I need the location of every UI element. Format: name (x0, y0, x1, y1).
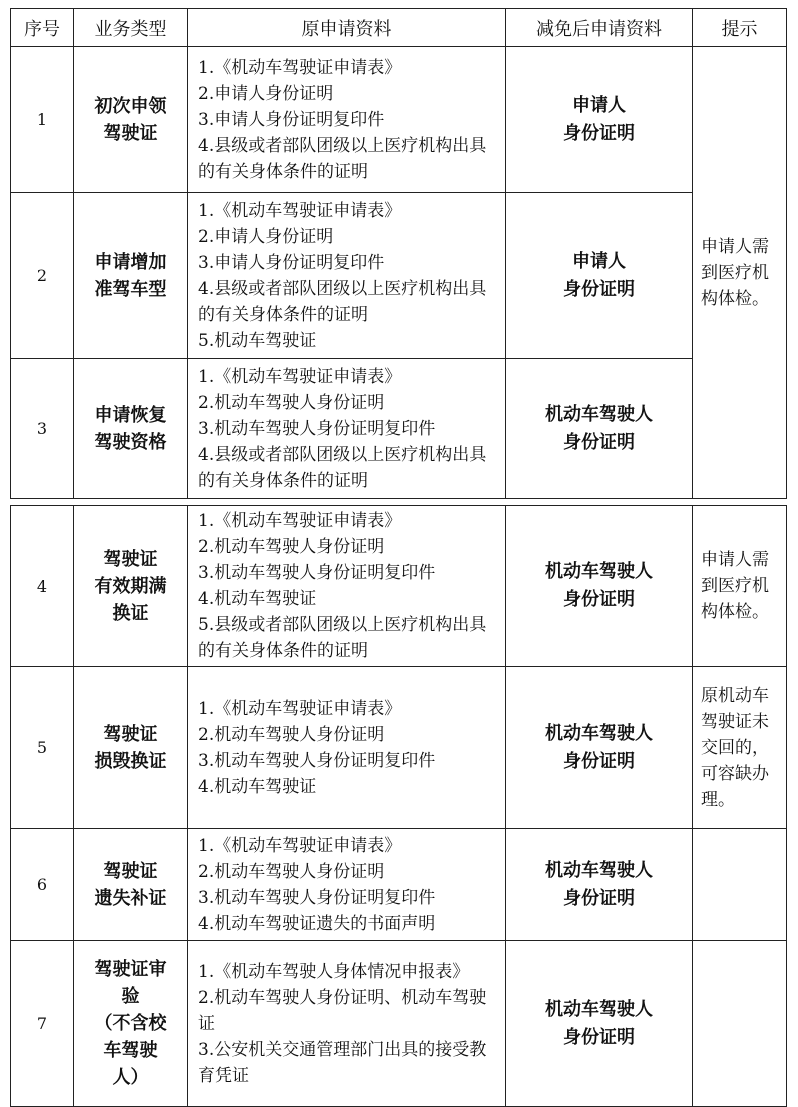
header-type: 业务类型 (74, 9, 188, 47)
original-item: 2.机动车驾驶人身份证明 (198, 724, 385, 745)
type-line: 初次申领 (94, 95, 167, 117)
original-item: 4.机动车驾驶证 (198, 589, 317, 609)
original-item: 2.申请人身份证明 (198, 226, 334, 247)
table-row (11, 941, 787, 1107)
original-item: 4.机动车驾驶证遗失的书面声明 (198, 913, 436, 934)
header-reduced: 减免后申请资料 (506, 9, 693, 47)
original-item: 5.机动车驾驶证 (198, 330, 317, 351)
reduced-line: 机动车驾驶人 (545, 998, 653, 1020)
table-row (11, 359, 787, 499)
original-item: 3.申请人身份证明复印件 (198, 252, 385, 273)
type-line: 驾驶证 (103, 723, 158, 745)
original-item: 3.机动车驾驶人身份证明复印件 (198, 563, 436, 583)
row-tip: 申请人需到医疗机构体检。 (693, 47, 787, 499)
original-item: 2.机动车驾驶人身份证明、机动车驾驶证 (198, 987, 487, 1034)
row-type (74, 47, 188, 193)
type-line: 损毁换证 (94, 750, 167, 772)
original-item: 2.机动车驾驶人身份证明 (198, 861, 385, 882)
row-reduced (506, 47, 693, 193)
reduced-line: 身份证明 (563, 431, 635, 453)
row-original (188, 829, 506, 941)
type-line: 申请增加 (94, 251, 167, 273)
row-seq: 7 (11, 941, 74, 1107)
row-tip: 原机动车驾驶证未交回的，可容缺办理。 (693, 667, 787, 829)
row-original (188, 941, 506, 1107)
reduced-line: 身份证明 (563, 887, 635, 909)
original-item: 1.《机动车驾驶证申请表》 (198, 366, 402, 387)
header-tip: 提示 (693, 9, 787, 47)
original-item: 2.机动车驾驶人身份证明 (198, 537, 385, 557)
reduced-line: 申请人 (572, 250, 626, 272)
original-item: 3.机动车驾驶人身份证明复印件 (198, 750, 436, 771)
reduced-line: 机动车驾驶人 (545, 722, 653, 744)
row-type (74, 193, 188, 359)
original-item: 4.机动车驾驶证 (198, 776, 317, 797)
original-item: 3.机动车驾驶人身份证明复印件 (198, 418, 436, 439)
row-reduced (506, 359, 693, 499)
type-line: 有效期满 (94, 575, 167, 597)
reduced-line: 身份证明 (563, 278, 635, 300)
row-original (188, 359, 506, 499)
original-item: 1.《机动车驾驶证申请表》 (198, 835, 402, 856)
row-seq: 2 (11, 193, 74, 359)
row-seq: 1 (11, 47, 74, 193)
row-seq: 3 (11, 359, 74, 499)
row-original (188, 193, 506, 359)
original-item: 1.《机动车驾驶证申请表》 (198, 698, 402, 719)
row-type (74, 506, 188, 667)
row-tip-empty (693, 829, 787, 941)
type-line: 验 (121, 986, 140, 1007)
page-gap (11, 499, 787, 506)
original-item: 4.县级或者部队团级以上医疗机构出具的有关身体条件的证明 (198, 278, 487, 325)
original-item: 1.《机动车驾驶证申请表》 (198, 57, 402, 78)
table-row (11, 829, 787, 941)
type-line: 遗失补证 (94, 887, 167, 909)
original-item: 4.县级或者部队团级以上医疗机构出具的有关身体条件的证明 (198, 444, 487, 491)
row-type (74, 829, 188, 941)
reduced-line: 身份证明 (563, 122, 635, 144)
reduced-line: 机动车驾驶人 (545, 561, 653, 582)
row-type (74, 667, 188, 829)
reduced-line: 身份证明 (563, 1026, 635, 1048)
table-row (11, 506, 787, 667)
type-line: 驾驶资格 (94, 431, 167, 453)
requirements-table (10, 8, 787, 1107)
reduced-line: 身份证明 (563, 750, 635, 772)
row-reduced (506, 829, 693, 941)
row-original (188, 667, 506, 829)
original-item: 2.申请人身份证明 (198, 83, 334, 104)
row-original (188, 506, 506, 667)
original-item: 5.县级或者部队团级以上医疗机构出具的有关身体条件的证明 (198, 615, 487, 661)
reduced-line: 机动车驾驶人 (545, 403, 653, 425)
type-line: 准驾车型 (94, 278, 167, 300)
type-line: 申请恢复 (94, 404, 167, 426)
original-item: 1.《机动车驾驶证申请表》 (198, 511, 402, 531)
row-tip-empty (693, 941, 787, 1107)
row-type (74, 941, 188, 1107)
header-seq: 序号 (11, 9, 74, 47)
row-seq: 4 (11, 506, 74, 667)
type-line: 驾驶证 (103, 548, 158, 570)
reduced-line: 申请人 (572, 94, 626, 116)
original-item: 1.《机动车驾驶人身体情况申报表》 (198, 961, 470, 982)
table-row (11, 667, 787, 829)
row-type (74, 359, 188, 499)
header-row (11, 9, 787, 47)
row-seq: 5 (11, 667, 74, 829)
row-original (188, 47, 506, 193)
original-item: 3.机动车驾驶人身份证明复印件 (198, 887, 436, 908)
table-row (11, 193, 787, 359)
header-original: 原申请资料 (188, 9, 506, 47)
original-item: 2.机动车驾驶人身份证明 (198, 392, 385, 413)
row-reduced (506, 667, 693, 829)
row-reduced (506, 941, 693, 1107)
original-item: 3.公安机关交通管理部门出具的接受教育凭证 (198, 1039, 487, 1086)
original-item: 4.县级或者部队团级以上医疗机构出具的有关身体条件的证明 (198, 135, 487, 182)
type-line: 驾驶证审 (94, 959, 167, 980)
row-reduced (506, 193, 693, 359)
original-item: 3.申请人身份证明复印件 (198, 109, 385, 130)
type-line: 换证 (112, 602, 149, 624)
type-line: （不含校 (94, 1013, 167, 1034)
row-reduced (506, 506, 693, 667)
type-line: 驾驶证 (103, 860, 158, 882)
type-line: 人） (112, 1067, 149, 1088)
table-row (11, 47, 787, 193)
type-line: 车驾驶 (103, 1040, 158, 1061)
type-line: 驾驶证 (103, 122, 158, 144)
original-item: 1.《机动车驾驶证申请表》 (198, 200, 402, 221)
reduced-line: 机动车驾驶人 (545, 859, 653, 881)
row-seq: 6 (11, 829, 74, 941)
row-tip: 申请人需到医疗机构体检。 (693, 506, 787, 667)
reduced-line: 身份证明 (563, 589, 635, 610)
